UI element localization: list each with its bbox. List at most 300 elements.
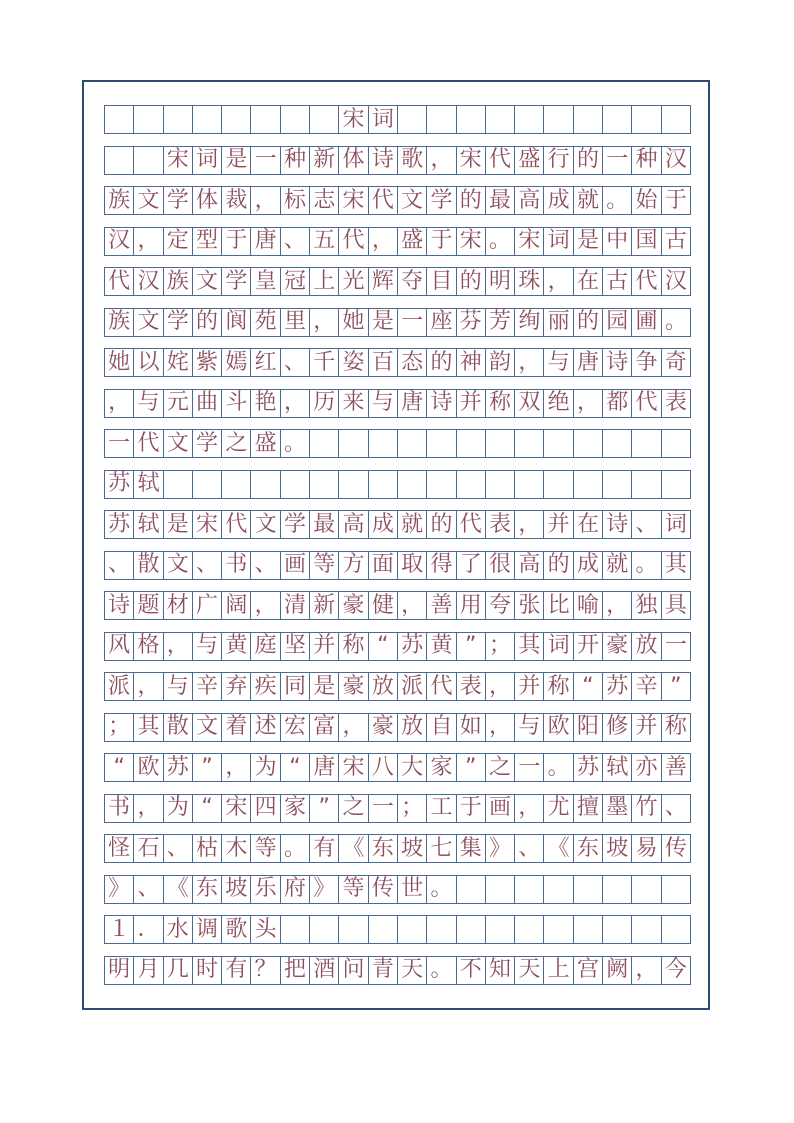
grid-cell: 八 [369, 754, 398, 782]
grid-cell: 始 [632, 187, 661, 215]
grid-cell: 双 [515, 390, 544, 418]
grid-cell: 不 [457, 957, 486, 985]
grid-cell [574, 106, 603, 134]
grid-cell: 宋 [515, 228, 544, 256]
grid-cell: 阳 [574, 714, 603, 742]
grid-cell: ， [574, 390, 603, 418]
grid-cell: ， [486, 673, 515, 701]
grid-cell: 学 [281, 511, 310, 539]
grid-cell: 皇 [251, 268, 280, 296]
grid-row [104, 470, 691, 499]
grid-cell: 枯 [193, 835, 222, 863]
grid-cell: 其 [134, 714, 163, 742]
grid-cell: 有 [222, 957, 251, 985]
grid-cell: 称 [544, 673, 573, 701]
grid-cell: 体 [339, 147, 368, 175]
grid-cell: 称 [486, 390, 515, 418]
grid-cell [369, 916, 398, 944]
grid-row [104, 713, 691, 742]
grid-cell: 放 [632, 633, 661, 661]
grid-cell: 府 [281, 876, 310, 904]
grid-cell: 盛 [251, 430, 280, 458]
grid-cell: 木 [222, 835, 251, 863]
grid-cell: 派 [398, 673, 427, 701]
grid-cell: 与 [193, 633, 222, 661]
grid-cell: 绝 [544, 390, 573, 418]
grid-cell: ， [134, 228, 163, 256]
grid-cell: 宋 [222, 795, 251, 823]
grid-cell: 宫 [574, 957, 603, 985]
grid-cell: 丽 [544, 309, 573, 337]
grid-cell: 体 [193, 187, 222, 215]
grid-cell: 夸 [486, 592, 515, 620]
grid-cell [427, 430, 456, 458]
grid-cell: 一 [251, 147, 280, 175]
grid-cell: 、 [193, 552, 222, 580]
grid-cell: 着 [222, 714, 251, 742]
grid-cell: 天 [515, 957, 544, 985]
grid-cell: 书 [105, 795, 134, 823]
grid-cell: 词 [544, 633, 573, 661]
grid-cell: 来 [339, 390, 368, 418]
grid-cell: 神 [457, 349, 486, 377]
grid-cell: ； [486, 633, 515, 661]
grid-cell [603, 106, 632, 134]
grid-cell: 文 [134, 309, 163, 337]
grid-cell: 行 [544, 147, 573, 175]
grid-cell: 诗 [369, 147, 398, 175]
grid-cell: 种 [281, 147, 310, 175]
grid-cell: 奇 [662, 349, 691, 377]
grid-cell: 几 [164, 957, 193, 985]
grid-cell: 韵 [486, 349, 515, 377]
grid-cell: 轼 [134, 511, 163, 539]
grid-row [104, 186, 691, 215]
grid-cell: 、 [281, 228, 310, 256]
grid-cell [574, 876, 603, 904]
grid-cell: 姹 [164, 349, 193, 377]
grid-cell: 最 [310, 511, 339, 539]
grid-cell: 在 [574, 268, 603, 296]
grid-cell [134, 106, 163, 134]
grid-cell: 方 [339, 552, 368, 580]
grid-cell: 辉 [369, 268, 398, 296]
grid-cell: ， [222, 754, 251, 782]
grid-cell: 文 [134, 187, 163, 215]
grid-row [104, 672, 691, 701]
grid-cell: 称 [339, 633, 368, 661]
grid-cell: ， [369, 228, 398, 256]
grid-cell: 并 [515, 673, 544, 701]
grid-cell: 阙 [603, 957, 632, 985]
grid-cell: 的 [427, 349, 456, 377]
grid-row [104, 834, 691, 863]
grid-cell [457, 106, 486, 134]
grid-cell: 她 [105, 349, 134, 377]
grid-cell: 宋 [457, 147, 486, 175]
grid-cell: 于 [662, 187, 691, 215]
grid-cell: 喻 [574, 592, 603, 620]
grid-cell: 与 [369, 390, 398, 418]
grid-cell: ； [105, 714, 134, 742]
grid-cell [193, 471, 222, 499]
grid-cell: ， [632, 957, 661, 985]
grid-cell [603, 916, 632, 944]
grid-cell: 放 [398, 714, 427, 742]
grid-cell: 之 [486, 754, 515, 782]
grid-cell: 里 [281, 309, 310, 337]
grid-cell: 志 [310, 187, 339, 215]
grid-cell: 裁 [222, 187, 251, 215]
grid-cell: 嫣 [222, 349, 251, 377]
grid-cell: 格 [134, 633, 163, 661]
grid-cell: 水 [164, 916, 193, 944]
grid-cell [632, 430, 661, 458]
grid-cell: 乐 [251, 876, 280, 904]
grid-cell: 的 [544, 552, 573, 580]
grid-cell: 善 [662, 754, 691, 782]
grid-cell: “ [105, 754, 134, 782]
grid-cell: 很 [486, 552, 515, 580]
grid-cell: 放 [369, 673, 398, 701]
grid-cell: 派 [105, 673, 134, 701]
grid-cell: ， [544, 268, 573, 296]
grid-cell: “ [193, 795, 222, 823]
grid-cell [281, 106, 310, 134]
grid-cell: 代 [427, 673, 456, 701]
grid-row [104, 267, 691, 296]
grid-cell: 题 [134, 592, 163, 620]
grid-cell: 于 [222, 228, 251, 256]
grid-cell: 风 [105, 633, 134, 661]
grid-cell: 之 [339, 795, 368, 823]
grid-cell: 取 [398, 552, 427, 580]
grid-cell: 头 [251, 916, 280, 944]
grid-cell: ， [105, 390, 134, 418]
grid-cell: 代 [632, 390, 661, 418]
grid-row [104, 956, 691, 985]
grid-cell: 并 [632, 714, 661, 742]
grid-cell: 一 [369, 795, 398, 823]
grid-cell [662, 430, 691, 458]
grid-cell: 述 [251, 714, 280, 742]
grid-cell: １ [105, 916, 134, 944]
grid-cell: 家 [281, 795, 310, 823]
grid-cell: 紫 [193, 349, 222, 377]
grid-cell: 时 [193, 957, 222, 985]
grid-cell: 汉 [134, 268, 163, 296]
grid-cell: 珠 [515, 268, 544, 296]
grid-cell: 。 [662, 309, 691, 337]
grid-row [104, 794, 691, 823]
grid-cell [339, 471, 368, 499]
grid-cell: 用 [457, 592, 486, 620]
grid-cell: 绚 [515, 309, 544, 337]
grid-cell: 大 [398, 754, 427, 782]
grid-cell [486, 106, 515, 134]
grid-cell [281, 471, 310, 499]
grid-cell [515, 106, 544, 134]
grid-cell: 的 [457, 187, 486, 215]
grid-cell: 明 [486, 268, 515, 296]
grid-cell: 、 [632, 511, 661, 539]
grid-cell: 盛 [515, 147, 544, 175]
grid-cell: 于 [457, 795, 486, 823]
grid-cell: 标 [281, 187, 310, 215]
grid-cell: 宏 [281, 714, 310, 742]
grid-cell: 的 [193, 309, 222, 337]
grid-cell [632, 106, 661, 134]
grid-row [104, 227, 691, 256]
grid-cell: ， [134, 795, 163, 823]
grid-cell: 竹 [632, 795, 661, 823]
grid-cell [544, 430, 573, 458]
grid-cell: 就 [398, 511, 427, 539]
grid-cell: 一 [105, 430, 134, 458]
grid-cell: 夺 [398, 268, 427, 296]
grid-cell: “ [574, 673, 603, 701]
grid-cell: 欧 [134, 754, 163, 782]
grid-cell: 词 [369, 106, 398, 134]
grid-cell: 等 [310, 552, 339, 580]
grid-cell: 为 [251, 754, 280, 782]
grid-cell: 世 [398, 876, 427, 904]
grid-cell: 一 [398, 309, 427, 337]
grid-cell [574, 471, 603, 499]
grid-cell: 的 [574, 309, 603, 337]
grid-cell: 表 [457, 673, 486, 701]
grid-cell: 擅 [574, 795, 603, 823]
grid-cell [603, 430, 632, 458]
grid-cell: 曲 [193, 390, 222, 418]
grid-cell [310, 471, 339, 499]
grid-cell: 红 [251, 349, 280, 377]
grid-cell: 苑 [251, 309, 280, 337]
grid-cell: 面 [369, 552, 398, 580]
grid-cell: ， [134, 673, 163, 701]
grid-cell: 欧 [544, 714, 573, 742]
grid-row [104, 591, 691, 620]
grid-cell [281, 916, 310, 944]
grid-cell: 并 [310, 633, 339, 661]
grid-cell: 《 [339, 835, 368, 863]
grid-cell: “ [281, 754, 310, 782]
grid-row [104, 308, 691, 337]
grid-cell: 苏 [398, 633, 427, 661]
grid-cell [544, 106, 573, 134]
grid-cell: 新 [310, 592, 339, 620]
grid-cell: 文 [164, 430, 193, 458]
grid-cell: ？ [251, 957, 280, 985]
grid-cell: 弃 [222, 673, 251, 701]
grid-cell: 芬 [457, 309, 486, 337]
grid-cell [398, 430, 427, 458]
grid-cell: 词 [662, 511, 691, 539]
grid-cell: 并 [544, 511, 573, 539]
grid-cell: 石 [134, 835, 163, 863]
grid-cell [457, 916, 486, 944]
grid-cell: 今 [662, 957, 691, 985]
grid-cell: 张 [515, 592, 544, 620]
grid-row [104, 875, 691, 904]
grid-cell: 得 [427, 552, 456, 580]
grid-cell: ， [310, 309, 339, 337]
grid-cell [632, 916, 661, 944]
grid-cell: 其 [662, 552, 691, 580]
grid-cell: 具 [662, 592, 691, 620]
grid-cell: ， [281, 390, 310, 418]
grid-cell: 、 [515, 835, 544, 863]
grid-cell: 一 [515, 754, 544, 782]
grid-cell: 材 [164, 592, 193, 620]
grid-cell: 冠 [281, 268, 310, 296]
grid-cell [662, 876, 691, 904]
grid-cell: 是 [222, 147, 251, 175]
grid-cell: 一 [603, 147, 632, 175]
grid-cell: 阔 [222, 592, 251, 620]
grid-cell: 辛 [632, 673, 661, 701]
grid-row [104, 105, 691, 134]
grid-cell: 学 [222, 268, 251, 296]
grid-cell: 传 [662, 835, 691, 863]
grid-cell: 问 [339, 957, 368, 985]
grid-cell: 宋 [193, 511, 222, 539]
grid-cell: 苏 [105, 471, 134, 499]
grid-cell: 东 [369, 835, 398, 863]
grid-cell: 。 [427, 876, 456, 904]
grid-cell: 族 [164, 268, 193, 296]
grid-cell: 黄 [427, 633, 456, 661]
grid-cell: 高 [515, 187, 544, 215]
grid-cell: 文 [398, 187, 427, 215]
grid-cell: 同 [281, 673, 310, 701]
grid-cell: 《 [164, 876, 193, 904]
grid-cell: 学 [193, 430, 222, 458]
grid-cell: 元 [164, 390, 193, 418]
grid-cell: 集 [457, 835, 486, 863]
grid-cell [486, 916, 515, 944]
grid-cell: 豪 [339, 673, 368, 701]
grid-cell [164, 106, 193, 134]
grid-cell: 苏 [105, 511, 134, 539]
grid-cell: 高 [515, 552, 544, 580]
grid-cell: 坡 [398, 835, 427, 863]
grid-cell: 与 [134, 390, 163, 418]
grid-cell: 种 [632, 147, 661, 175]
grid-cell: 学 [164, 309, 193, 337]
grid-cell [662, 916, 691, 944]
grid-cell: 、 [662, 795, 691, 823]
grid-cell: 五 [310, 228, 339, 256]
grid-row [104, 146, 691, 175]
grid-cell: ． [134, 916, 163, 944]
grid-cell: 歌 [222, 916, 251, 944]
grid-cell: 清 [281, 592, 310, 620]
grid-cell: 修 [603, 714, 632, 742]
grid-cell: ， [486, 714, 515, 742]
grid-cell: ， [164, 633, 193, 661]
grid-row [104, 915, 691, 944]
grid-row [104, 389, 691, 418]
grid-cell: ， [427, 147, 456, 175]
grid-cell: 学 [427, 187, 456, 215]
grid-cell [427, 916, 456, 944]
grid-cell [251, 471, 280, 499]
grid-cell: 的 [574, 147, 603, 175]
grid-cell: 家 [427, 754, 456, 782]
page-frame [82, 80, 710, 1010]
grid-cell: 宋 [457, 228, 486, 256]
grid-cell: 高 [339, 511, 368, 539]
grid-cell: ， [398, 592, 427, 620]
grid-cell: ， [515, 795, 544, 823]
grid-cell: 代 [222, 511, 251, 539]
grid-cell: 目 [427, 268, 456, 296]
grid-cell: ， [603, 592, 632, 620]
grid-cell [222, 471, 251, 499]
grid-cell [222, 106, 251, 134]
grid-cell: 代 [457, 511, 486, 539]
grid-cell: 。 [544, 754, 573, 782]
grid-cell [486, 430, 515, 458]
grid-cell: 表 [486, 511, 515, 539]
grid-cell: 以 [134, 349, 163, 377]
grid-cell: 唐 [574, 349, 603, 377]
grid-cell: 苏 [574, 754, 603, 782]
grid-cell: 。 [427, 957, 456, 985]
grid-cell: 书 [222, 552, 251, 580]
grid-cell: 型 [193, 228, 222, 256]
grid-cell: 汉 [662, 147, 691, 175]
grid-cell: 善 [427, 592, 456, 620]
grid-row [104, 753, 691, 782]
grid-cell: 散 [134, 552, 163, 580]
grid-cell: 汉 [105, 228, 134, 256]
grid-cell: 疾 [251, 673, 280, 701]
grid-cell: ” [310, 795, 339, 823]
grid-cell: 其 [515, 633, 544, 661]
grid-cell: ， [251, 592, 280, 620]
grid-cell: 的 [427, 511, 456, 539]
grid-cell: 亦 [632, 754, 661, 782]
grid-cell [193, 106, 222, 134]
grid-cell: 并 [457, 390, 486, 418]
grid-cell: 辛 [193, 673, 222, 701]
grid-cell [486, 876, 515, 904]
grid-cell: 代 [339, 228, 368, 256]
grid-cell: 唐 [310, 754, 339, 782]
grid-cell: 歌 [398, 147, 427, 175]
grid-cell: 画 [486, 795, 515, 823]
grid-cell: 月 [134, 957, 163, 985]
grid-cell: 与 [544, 349, 573, 377]
grid-cell: 最 [486, 187, 515, 215]
grid-cell: ” [662, 673, 691, 701]
grid-cell: 就 [603, 552, 632, 580]
grid-cell: ； [398, 795, 427, 823]
grid-cell: 。 [632, 552, 661, 580]
grid-cell: 一 [662, 633, 691, 661]
grid-cell: 把 [281, 957, 310, 985]
grid-cell: 诗 [603, 349, 632, 377]
grid-cell: 宋 [339, 187, 368, 215]
grid-cell [544, 471, 573, 499]
grid-cell: 代 [369, 187, 398, 215]
grid-cell: 比 [544, 592, 573, 620]
grid-cell [632, 471, 661, 499]
grid-cell: 在 [574, 511, 603, 539]
grid-cell: 、 [281, 349, 310, 377]
